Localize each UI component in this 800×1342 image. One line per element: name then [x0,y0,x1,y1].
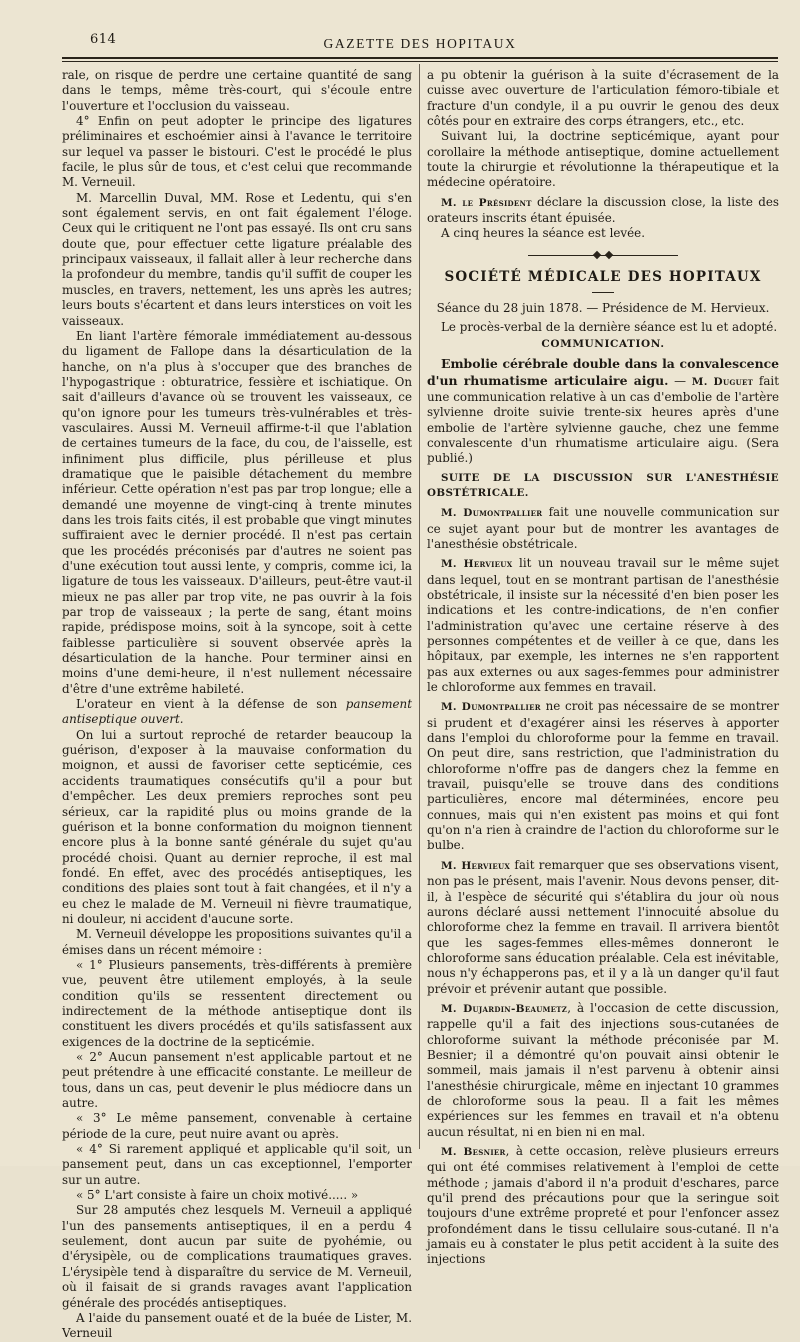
separator-ornament [593,251,601,259]
session-line: Séance du 28 juin 1878. — Présidence de M. Hervieux. [436,301,770,316]
quote-paragraph: « 1° Plusieurs pansements, très-différents à première vue, peuvent être utilement employés, à la seule condition qu'ils se ressentent directement ou indirectement de la méthode antiseptique dont ils constituent les divers procédés et qu'ils satisfassent aux exigences de la doctrine de la septicémie. [62,957,412,1049]
speaker-name: M. Duguet [691,375,754,388]
paragraph-text: fait une nouvelle communication sur ce sujet ayant pour but de montrer les avantages de l'anesthésie obstétricale. [427,505,779,551]
separator-ornament [605,251,613,259]
paragraph [427,858,779,997]
discussion-heading: SUITE DE LA DISCUSSION SUR L'ANESTHÉSIE OBSTÉTRICALE. [427,471,779,499]
paragraph: Suivant lui, la doctrine septicémique, ayant pour corollaire la méthode antiseptique, domine actuellement toute la chirurgie et révolutionne la thérapeutique et la médecine opératoire. [427,129,779,190]
paragraph-text: , à l'occasion de cette discussion, rappelle qu'il a fait des injections sous-cutanées de chloroforme suivant la méthode préconisée par M. Besnier; il a démontré qu'on pouvait ainsi obtenir le sommeil, mais jamais il n'est parvenu à obtenir ainsi l'anesthésie chirurgicale, même en injectant 10 grammes de chloroforme sous la peau. Il a fait les mêmes expériences sur les femmes en travail et n'a obtenu aucun résultat, ni en bien ni en mal. [427,1000,779,1139]
paragraph-text: L'orateur en vient à la défense de son [76,697,346,712]
paragraph-text: déclare la discussion close, la liste des orateurs inscrits étant épuisée. [427,194,779,226]
paragraph [427,699,779,853]
paragraph-text: fait remarquer que ses observations visent, non pas le présent, mais l'avenir. Nous devons penser, dit-il, à l'espèce de sécurité qui s'établira du jour où nous aurons déclaré aussi nettement l'innocuité absolue du chloroforme chez la femme en travail. Il arrivera bientôt que les sages-femmes elles-mêmes donneront le chloroforme sans éducation préalable. Cela est inévitable, nous n'y échapperons pas, et il y a là un danger qu'il faut prévoir et prévenir autant que possible. [427,857,779,996]
minutes-line: Le procès-verbal de la dernière séance est lu et adopté. [441,320,778,335]
quote-paragraph: « 3° Le même pansement, convenable à certaine période de la cure, peut nuire avant ou après. [62,1111,412,1141]
quote-paragraph: « 2° Aucun pansement n'est applicable partout et ne peut prétendre à une efficacité constante. Le meilleur de tous, dans un cas, peut devenir le plus médiocre dans un autre. [62,1050,412,1111]
paragraph-text: ne croit pas nécessaire de se montrer si prudent et d'exagérer ainsi les réserves à apporter dans l'emploi du chloroforme pour la femme en travail. On peut dire, sans restriction, que l'administration du chloroforme n'offre pas de dangers chez la femme en travail, puisqu'elle se trouve dans des conditions particulières, encore mal déterminées, encore peu connues, mais qui n'en existent pas moins et qui font qu'on n'a rien à craindre de l'action du chloroforme sur le bulbe. [427,699,780,853]
speaker-name: M. Hervieux [441,859,511,872]
right-column [427,68,780,1267]
paragraph [427,505,779,552]
paragraph [427,356,779,466]
paragraph: On lui a surtout reproché de retarder beaucoup la guérison, d'exposer à la mauvaise conformation du moignon, et aussi de favoriser cette septicémie, ces accidents traumatiques consécutifs qu'il a pour but d'empêcher. Les deux premiers reproches sont peu sérieux, car la rapidité plus ou moins grande de la guérison et la bonne conformation du moignon tiennent encore plus à la bonne santé générale du sujet qu'au procédé choisi. Quant au dernier reproche, il est mal fondé. En effet, avec des procédés antiseptiques, les conditions des plaies sont tout à fait changées, et il n'y a eu chez le malade de M. Verneuil ni fièvre traumatique, ni douleur, ni accident d'aucune sorte. [62,727,412,926]
column-divider [419,64,420,1149]
paragraph-text: fait une communication relative à un cas d'embolie de l'artère sylvienne droite suivie trente-six heures après d'une embolie de l'artère sylvienne gauche, chez une femme convalescente d'un rhumatisme articulaire aigu. (Sera publié.) [427,373,779,466]
quote-paragraph: « 5° L'art consiste à faire un choix motivé..... » [76,1188,359,1203]
paragraph [427,1001,779,1140]
paragraph: 4° Enfin on peut adopter le principe des ligatures préliminaires et eschoémier ainsi à l'avance le territoire sur lequel va passer le bistouri. C'est le procédé le plus facile, le plus sûr de tous, et c'est celui que recommande M. Verneuil. [62,114,412,190]
journal-title: GAZETTE DES HOPITAUX [323,36,517,51]
paragraph: A l'aide du pansement ouaté et de la buée de Lister, M. Verneuil [62,1310,412,1341]
paragraph [427,195,779,227]
paragraph: M. Verneuil développe les propositions suivantes qu'il a émises dans un récent mémoire : [62,927,412,957]
speaker-name: M. Dumontpallier [441,507,543,520]
section-separator [528,251,678,260]
article-title: Embolie cérébrale double dans la convalescence d'un rhumatisme articulaire aigu. [427,356,779,388]
dash: — [668,373,692,388]
header-rule-thick [62,57,778,59]
paragraph: a pu obtenir la guérison à la suite d'écrasement de la cuisse avec ouverture de l'articulation fémoro-tibiale et fracture d'un condyle, il a pu ouvrir le genou des deux côtés pour en extraire des corps étrangers, etc., etc. [427,68,779,129]
speaker-name: M. Dumontpallier [441,701,541,714]
header-rule-thin [62,61,778,62]
separator-line [528,255,678,256]
paragraph: En liant l'artère fémorale immédiatement au-dessous du ligament de Fallope dans la désarticulation de la hanche, on n'a plus à s'occuper que des branches de l'hypogastrique : obturatrice, fessière et ischiatique. On sait d'ailleurs d'avance où se trouvent les vaisseaux, ce qu'on ignore pour les tumeurs très-vulnérables et très-vasculaires. Aussi M. Verneuil affirme-t-il que l'ablation de certaines tumeurs de la face, du cou, de l'aisselle, est infiniment plus difficile, plus périlleuse et plus dramatique que le paisible détachement du membre inférieur. Cette opération n'est pas par trop longue; elle a demandé une moyenne de vingt-cinq à trente minutes dans les trois faits cités, il est probable que vingt minutes suffiraient avec le dernier procédé. Il n'est pas certain que les procédés préconisés par d'autres ne soient pas d'une exécution tout aussi lente, y compris, comme ici, la ligature de tous les vaisseaux. D'ailleurs, peut-être vaut-il mieux ne pas aller par trop vite, ne pas ouvrir à la fois par trop de vaisseaux ; la perte de sang, étant moins rapide, prédispose moins, soit à la syncope, soit à cette faiblesse particulière si souvent observée après la désarticulation de la hanche. Pour terminer ainsi en moins d'une demi-heure, il n'est nullement nécessaire d'être d'une extrême habileté. [62,328,412,696]
paragraph: rale, on risque de perdre une certaine quantité de sang dans le temps, même très-court, qui s'écoule entre l'ouverture et l'occlusion du vaisseau. [62,68,412,113]
subheading-communication: COMMUNICATION. [541,337,665,350]
paragraph: Sur 28 amputés chez lesquels M. Verneuil a appliqué l'un des pansements antiseptiques, il en a perdu 4 seulement, dont aucun par suite de pyohémie, ou d'érysipèle, ou de complications traumatiques graves. L'érysipèle tend à disparaître du service de M. Verneuil, où il faisait de si grands ravages avant l'application générale des procédés antiseptiques. [62,1203,412,1310]
speaker-name: M. Besnier [441,1146,506,1158]
paragraph-text: lit un nouveau travail sur le même sujet dans lequel, tout en se montrant partisan de l'anesthésie obstétricale, il insiste sur la nécessité d'en bien poser les indications et les contre-indications, de n'en confier l'administration qu'avec une certaine réserve à des personnes compétentes et de veiller à ce que, dans les hôpitaux, par exemple, les internes ne s'en rapportent pas aux externes ou aux sages-femmes pour administrer le chloroforme aux femmes en travail. [427,556,779,695]
paragraph: A cinq heures la séance est levée. [441,226,645,241]
paragraph-text: , à cette occasion, relève plusieurs erreurs qui ont été commises relativement à l'emploi de cette méthode ; jamais d'abord il n'a produit d'eschares, parce qu'il prend des précautions pour que la seringue soit toujours d'une extrême propreté et pour l'enfoncer assez profondément dans le tissu cellulaire sous-cutané. Il n'a jamais eu à constater le plus petit accident à la suite des injections [427,1144,779,1267]
italic-phrase: pansement antiseptique ouvert. [62,697,412,727]
speaker-name: M. Hervieux [441,558,513,571]
page-header [62,28,778,58]
page-number: 614 [90,32,117,47]
section-title: SOCIÉTÉ MÉDICALE DES HOPITAUX [444,268,762,285]
paragraph [427,556,779,695]
left-column [62,68,412,1341]
paragraph [427,1144,779,1268]
speaker-name: M. le Président [441,196,532,209]
quote-paragraph: « 4° Si rarement appliqué et applicable qu'il soit, un pansement peut, dans un cas exceptionnel, l'emporter sur un autre. [62,1142,412,1187]
paragraph [62,697,412,728]
paragraph: M. Marcellin Duval, MM. Rose et Ledentu, qui s'en sont également servis, en ont fait également l'éloge. Ceux qui le critiquent ne l'ont pas essayé. Ils ont cru sans doute que, pour effectuer cette ligature préalable des principaux vaisseaux, il fallait aller à leur recherche dans la profondeur du membre, tandis qu'il suffit de couper les muscles, en travers, nettement, les uns après les autres; leurs bouts s'écartent et dans leurs interstices on voit les vaisseaux. [62,190,412,328]
short-rule [592,292,614,293]
speaker-name: M. Dujardin-Beaumetz [441,1002,568,1015]
